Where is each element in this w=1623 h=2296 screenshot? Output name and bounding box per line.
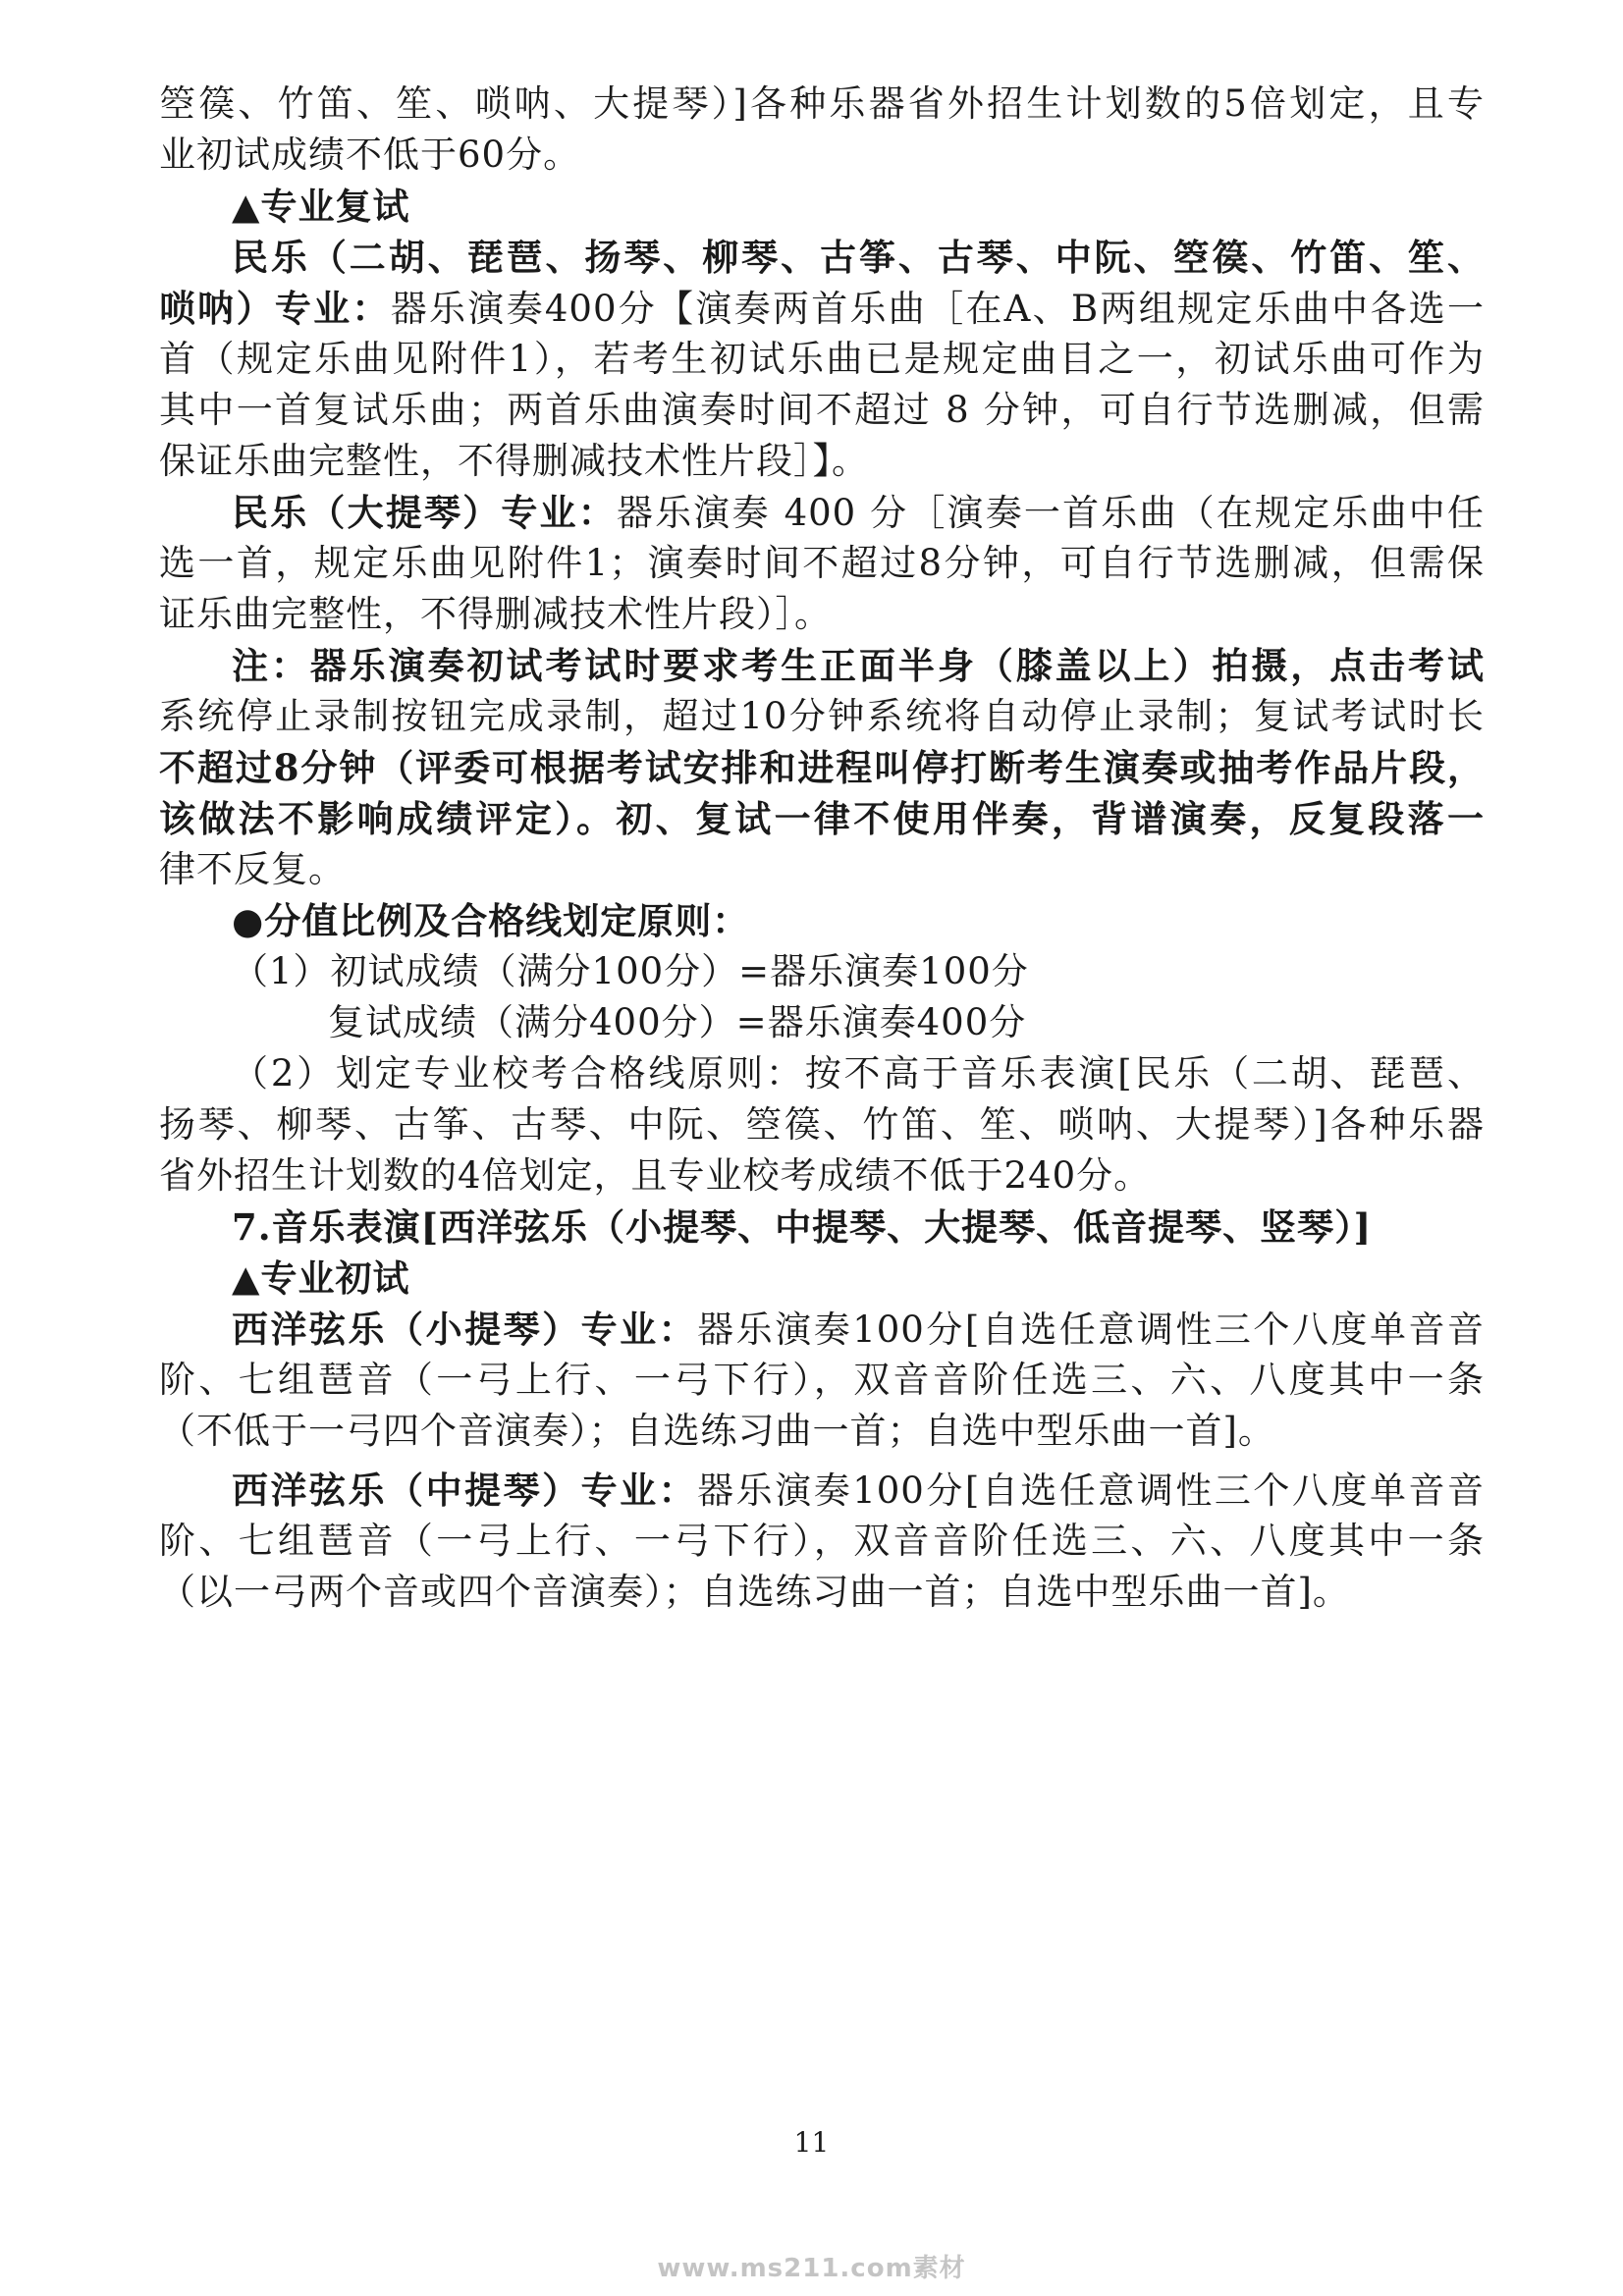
- inline-text: 器乐演奏 400 分［演奏一首乐曲（在规定乐曲中任: [616, 492, 1485, 534]
- text-line: 证乐曲完整性，不得删减技术性片段）］。: [159, 593, 832, 635]
- text-line: [232, 493, 1485, 533]
- watermark: www.ms211.com素材: [657, 2254, 966, 2283]
- text-line: 业初试成绩不低于60分。: [159, 133, 581, 176]
- page-number: 11: [793, 2126, 830, 2159]
- section-heading: 7.音乐表演[西洋弦乐（小提琴、中提琴、大提琴、低音提琴、竖琴）]: [232, 1205, 1373, 1249]
- inline-heading: 西洋弦乐（中提琴）专业：: [232, 1468, 698, 1512]
- text-line: 复试成绩（满分400分）=器乐演奏400分: [328, 1001, 1027, 1043]
- section-heading: ▲专业复试: [232, 185, 410, 228]
- text-line: （1）初试成绩（满分100分）=器乐演奏100分: [232, 950, 1029, 992]
- section-heading: ●分值比例及合格线划定原则：: [232, 899, 750, 942]
- text-line: [232, 1309, 1485, 1350]
- text-line: 阶、七组琶音（一弓上行、一弓下行），双音音阶任选三、六、八度其中一条: [159, 1520, 1485, 1562]
- text-line: （以一弓两个音或四个音演奏）；自选练习曲一首；自选中型乐曲一首]。: [159, 1571, 1350, 1613]
- section-heading: ▲专业初试: [232, 1256, 410, 1300]
- text-line: 民乐（二胡、琵琶、扬琴、柳琴、古筝、古琴、中阮、箜篌、竹笛、笙、: [232, 236, 1485, 279]
- inline-heading: 西洋弦乐（小提琴）专业：: [232, 1308, 698, 1351]
- text-line: [159, 289, 1485, 329]
- text-line: [232, 1470, 1485, 1511]
- inline-text: 器乐演奏100分[自选任意调性三个八度单音音: [697, 1308, 1485, 1351]
- inline-heading: 民乐（大提琴）专业：: [232, 491, 617, 534]
- note-line: 系统停止录制按钮完成录制，超过10分钟系统将自动停止录制；复试考试时长: [159, 695, 1485, 737]
- text-line: 首（规定乐曲见附件1），若考生初试乐曲已是规定曲目之一，初试乐曲可作为: [159, 338, 1485, 380]
- text-line: （不低于一弓四个音演奏）；自选练习曲一首；自选中型乐曲一首]。: [159, 1410, 1275, 1452]
- text-line: （2）划定专业校考合格线原则：按不高于音乐表演[民乐（二胡、琵琶、: [232, 1052, 1485, 1095]
- text-line: 省外招生计划数的4倍划定，且专业校考成绩不低于240分。: [159, 1154, 1152, 1197]
- note-line: 律不反复。: [159, 848, 346, 890]
- text-line: 其中一首复试乐曲；两首乐曲演奏时间不超过 8 分钟，可自行节选删减，但需: [159, 389, 1485, 431]
- text-line: 扬琴、柳琴、古筝、古琴、中阮、箜篌、竹笛、笙、唢呐、大提琴）]各种乐器: [159, 1103, 1485, 1146]
- inline-text: 器乐演奏400分【演奏两首乐曲［在A、B两组规定乐曲中各选一: [390, 288, 1486, 330]
- text-line: 阶、七组琶音（一弓上行、一弓下行），双音音阶任选三、六、八度其中一条: [159, 1359, 1485, 1401]
- text-line: 选一首，规定乐曲见附件1；演奏时间不超过8分钟，可自行节选删减，但需保: [159, 542, 1485, 584]
- note-line: 该做法不影响成绩评定）。初、复试一律不使用伴奏，背谱演奏，反复段落一: [159, 797, 1485, 840]
- inline-text: 器乐演奏100分[自选任意调性三个八度单音音: [697, 1469, 1485, 1512]
- note-line: 不超过8分钟（评委可根据考试安排和进程叫停打断考生演奏或抽考作品片段，: [159, 746, 1485, 789]
- text-line: 箜篌、竹笛、笙、唢呐、大提琴）]各种乐器省外招生计划数的5倍划定，且专: [159, 82, 1485, 125]
- note-line: 注：器乐演奏初试考试时要求考生正面半身（膝盖以上）拍摄，点击考试: [232, 644, 1485, 687]
- inline-heading: 唢呐）专业：: [159, 287, 391, 330]
- text-line: 保证乐曲完整性，不得删减技术性片段］】。: [159, 440, 869, 482]
